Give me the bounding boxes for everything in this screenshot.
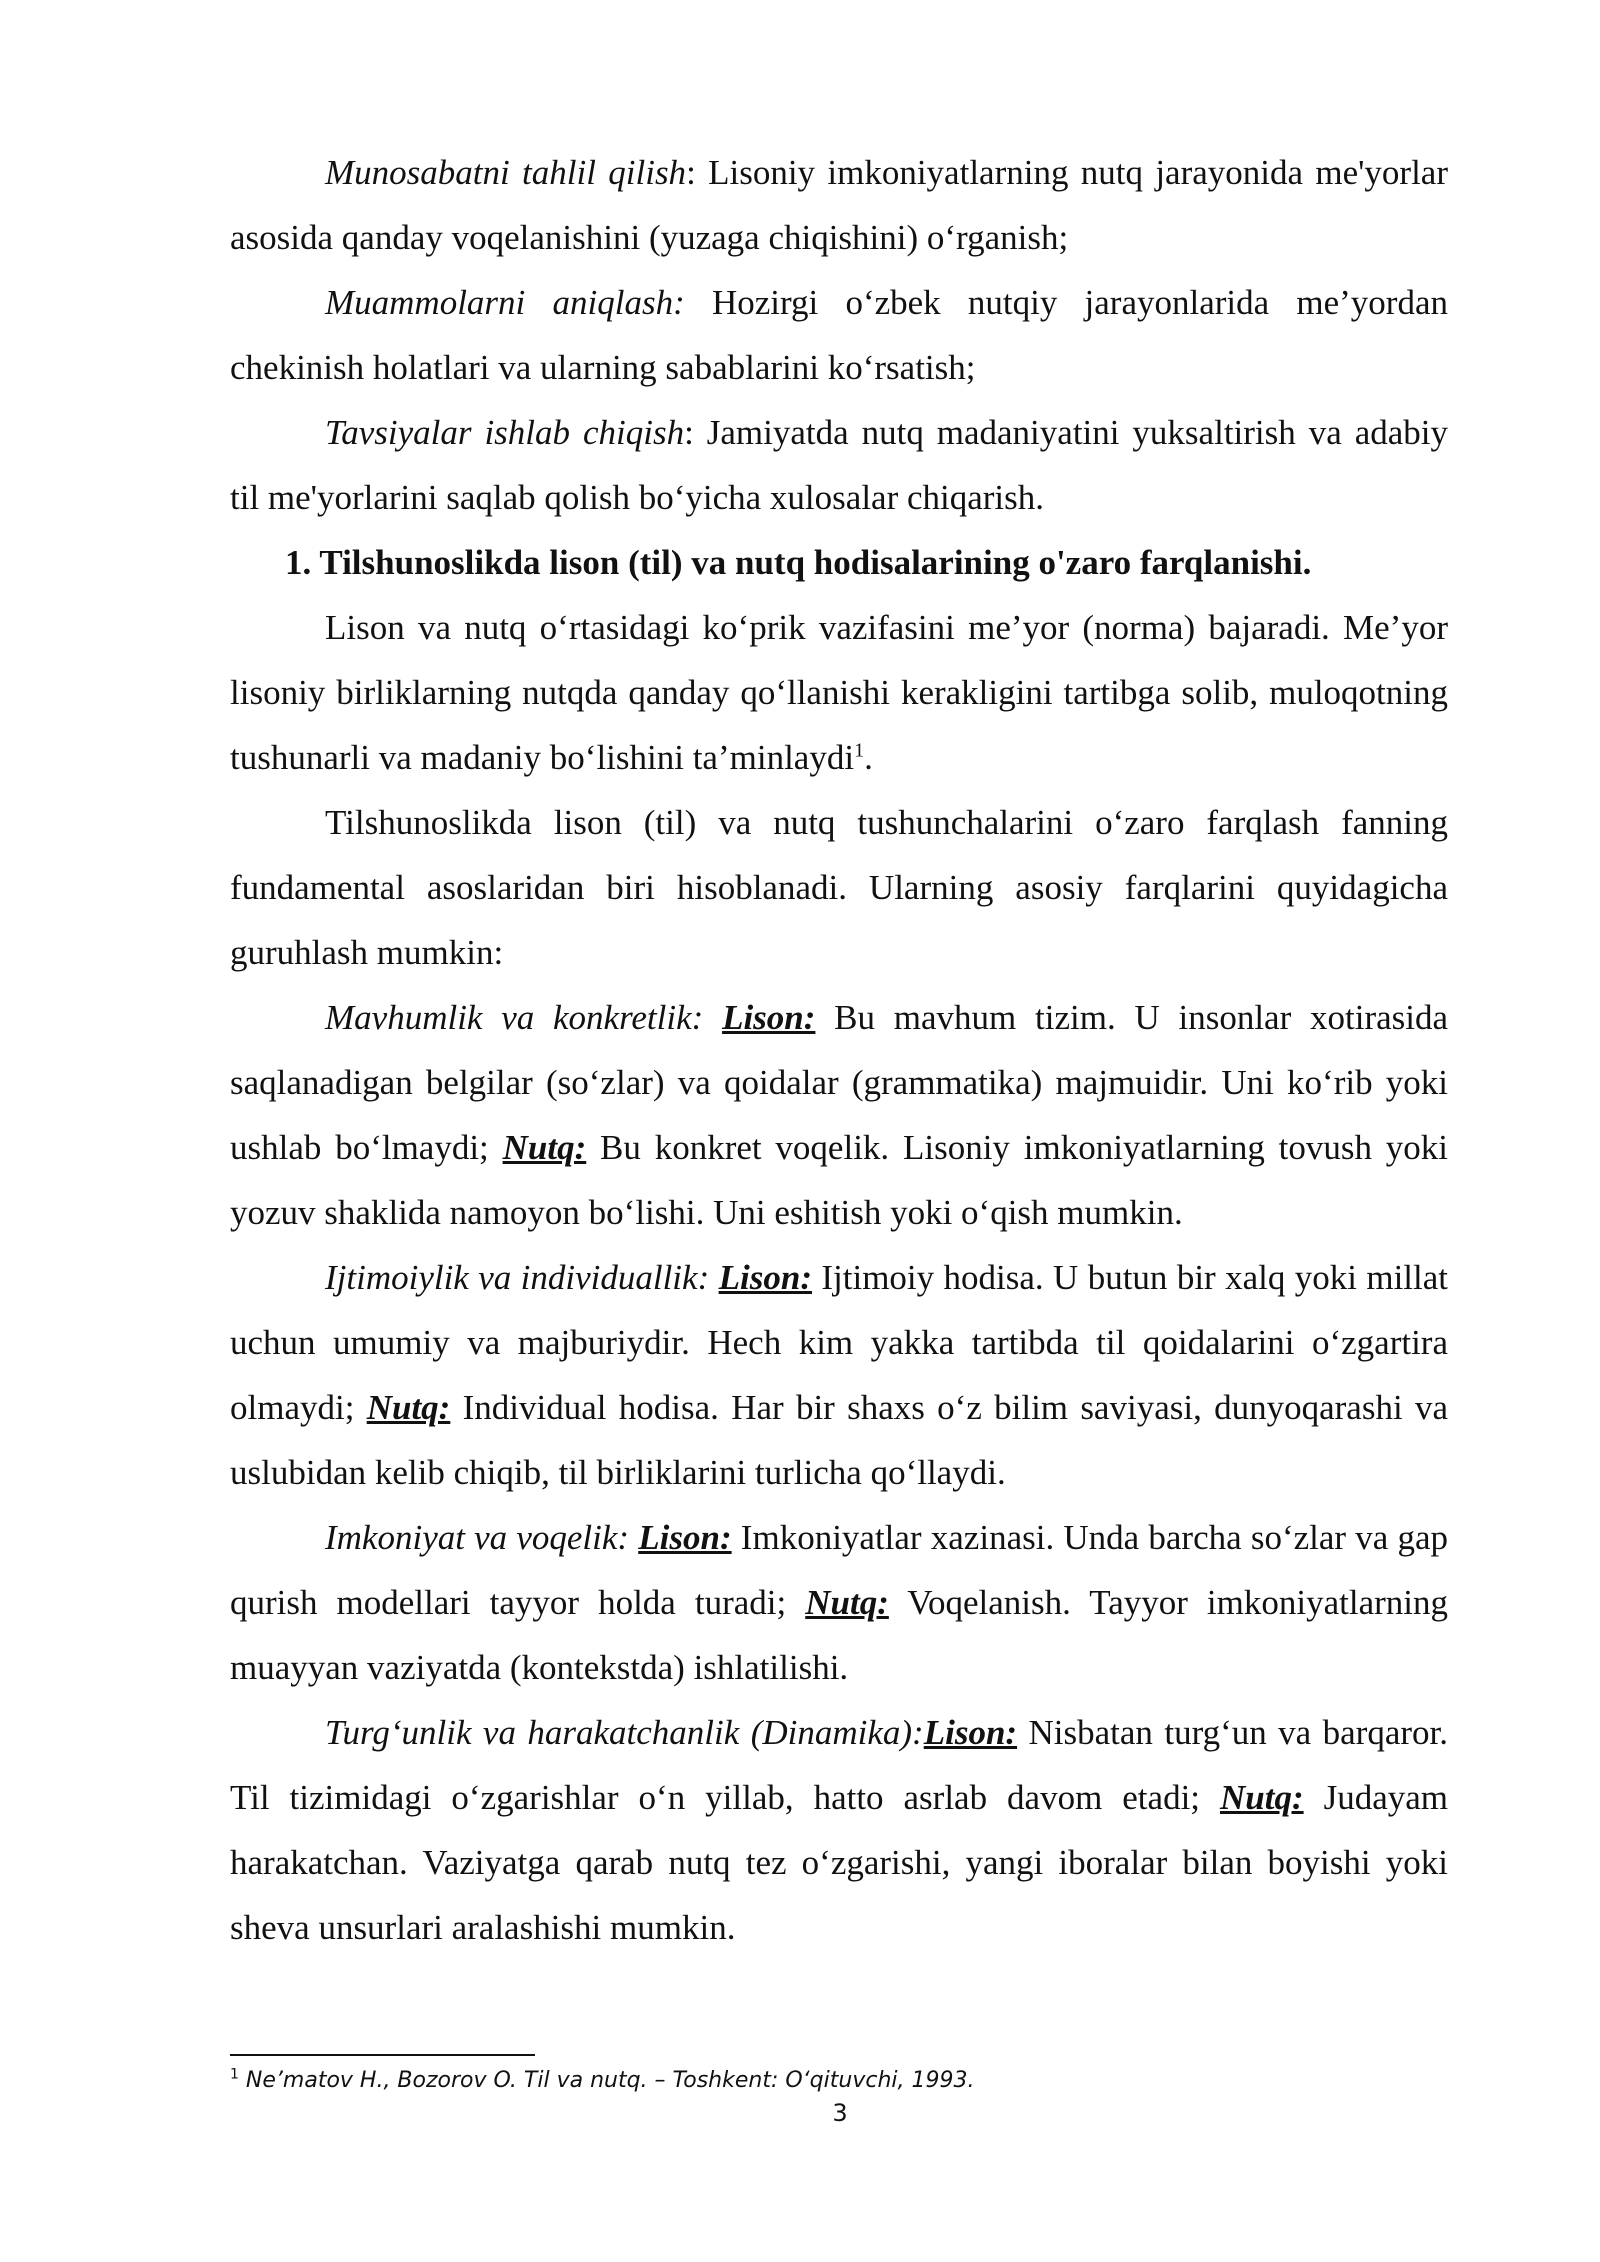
term-lison: Lison:: [722, 998, 816, 1037]
paragraph-text: Nisbatan turg‘un va barqaror. Til tizimidagi o‘zgarishlar o‘n yillab, hatto asrlab davom etadi;: [230, 1713, 1448, 1817]
paragraph-abstract-concrete: [230, 985, 1448, 1245]
paragraph-analysis: [230, 140, 1448, 270]
paragraph-label: Munosabatni tahlil qilish: [325, 153, 687, 192]
paragraph-text: : Lisoniy imkoniyatlarning nutq jarayonida me'yorlar asosida qanday voqelanishini (yuzaga chiqishini) o‘rganish;: [230, 153, 1448, 257]
section-heading: 1. Tilshunoslikda lison (til) va nutq hodisalarining o'zaro farqlanishi.: [285, 543, 1312, 582]
paragraph-text: Bu mavhum tizim. U insonlar xotirasida saqlanadigan belgilar (so‘zlar) va qoidalar (grammatika) majmuidir. Uni ko‘rib yoki ushlab bo‘lmaydi;: [230, 998, 1449, 1167]
paragraph-label: Imkoniyat va voqelik:: [325, 1518, 630, 1557]
paragraph-distinction: [230, 790, 1448, 985]
paragraph-text: Imkoniyatlar xazinasi. Unda barcha so‘zlar va gap qurish modellari tayyor holda turadi;: [230, 1518, 1448, 1622]
page-number: 3: [832, 2099, 848, 2127]
term-lison: Lison:: [718, 1258, 812, 1297]
term-lison: Lison:: [923, 1713, 1018, 1752]
paragraph-text: Lison va nutq o‘rtasidagi ko‘prik vazifasini me’yor (norma) bajaradi. Me’yor lisoniy birliklarning nutqda qanday qo‘llanishi kerakligini tartibga solib, muloqotning tushunarli va madaniy bo‘lishini ta’minlaydi: [230, 608, 1448, 777]
term-lison: Lison:: [638, 1518, 732, 1557]
footnote-number: 1: [230, 2066, 239, 2083]
footnote-reference[interactable]: 1: [854, 739, 865, 762]
paragraph-label: Muammolarni aniqlash:: [325, 283, 685, 322]
paragraph-end: .: [864, 738, 873, 777]
paragraph-stability-dynamics: [230, 1700, 1448, 1960]
paragraph-label: Ijtimoiylik va individuallik:: [325, 1258, 710, 1297]
term-nutq: Nutq:: [1219, 1778, 1304, 1817]
paragraph-text: Ijtimoiy hodisa. U butun bir xalq yoki millat uchun umumiy va majburiydir. Hech kim yakka tartibda til qoidalarini o‘zgartira olmaydi;: [230, 1258, 1448, 1427]
paragraph-label: Tavsiyalar ishlab chiqish: [325, 413, 685, 452]
term-nutq: Nutq:: [805, 1583, 889, 1622]
paragraph-label: Mavhumlik va konkretlik:: [325, 998, 704, 1037]
paragraph-text: Hozirgi o‘zbek nutqiy jarayonlarida me’yordan chekinish holatlari va ularning sabablarini ko‘rsatish;: [230, 283, 1448, 387]
term-nutq: Nutq:: [366, 1388, 451, 1427]
paragraph-problems: [230, 270, 1448, 400]
paragraph-norm: [230, 595, 1448, 790]
footnote-text: Ne’matov H., Bozorov O. Til va nutq. – Toshkent: O‘qituvchi, 1993.: [238, 2068, 975, 2093]
footnote-divider: [230, 2054, 535, 2056]
paragraph-text: Tilshunoslikda lison (til) va nutq tushunchalarini o‘zaro farqlash fanning fundamental asoslaridan biri hisoblanadi. Ularning asosiy farqlarini quyidagicha guruhlash mumkin:: [230, 803, 1448, 972]
paragraph-label: Turg‘unlik va harakatchanlik (Dinamika):: [325, 1713, 924, 1752]
body-text: [230, 140, 1448, 1960]
paragraph-social-individual: [230, 1245, 1448, 1505]
paragraph-possibility-reality: [230, 1505, 1448, 1700]
footnote: [230, 2066, 1448, 2096]
paragraph-text: Voqelanish. Tayyor imkoniyatlarning muayyan vaziyatda (kontekstda) ishlatilishi.: [230, 1583, 1448, 1687]
paragraph-text: Individual hodisa. Har bir shaxs o‘z bilim saviyasi, dunyoqarashi va uslubidan kelib chiqib, til birliklarini turlicha qo‘llaydi.: [230, 1388, 1448, 1492]
term-nutq: Nutq:: [502, 1128, 587, 1167]
paragraph-text: : Jamiyatda nutq madaniyatini yuksaltirish va adabiy til me'yorlarini saqlab qolish bo‘yicha xulosalar chiqarish.: [230, 413, 1448, 517]
paragraph-recommendations: [230, 400, 1448, 530]
paragraph-text: Bu konkret voqelik. Lisoniy imkoniyatlarning tovush yoki yozuv shaklida namoyon bo‘lishi. Uni eshitish yoki o‘qish mumkin.: [230, 1128, 1449, 1232]
paragraph-text: Judayam harakatchan. Vaziyatga qarab nutq tez o‘zgarishi, yangi iboralar bilan boyishi yoki sheva unsurlari aralashishi mumkin.: [230, 1778, 1448, 1947]
